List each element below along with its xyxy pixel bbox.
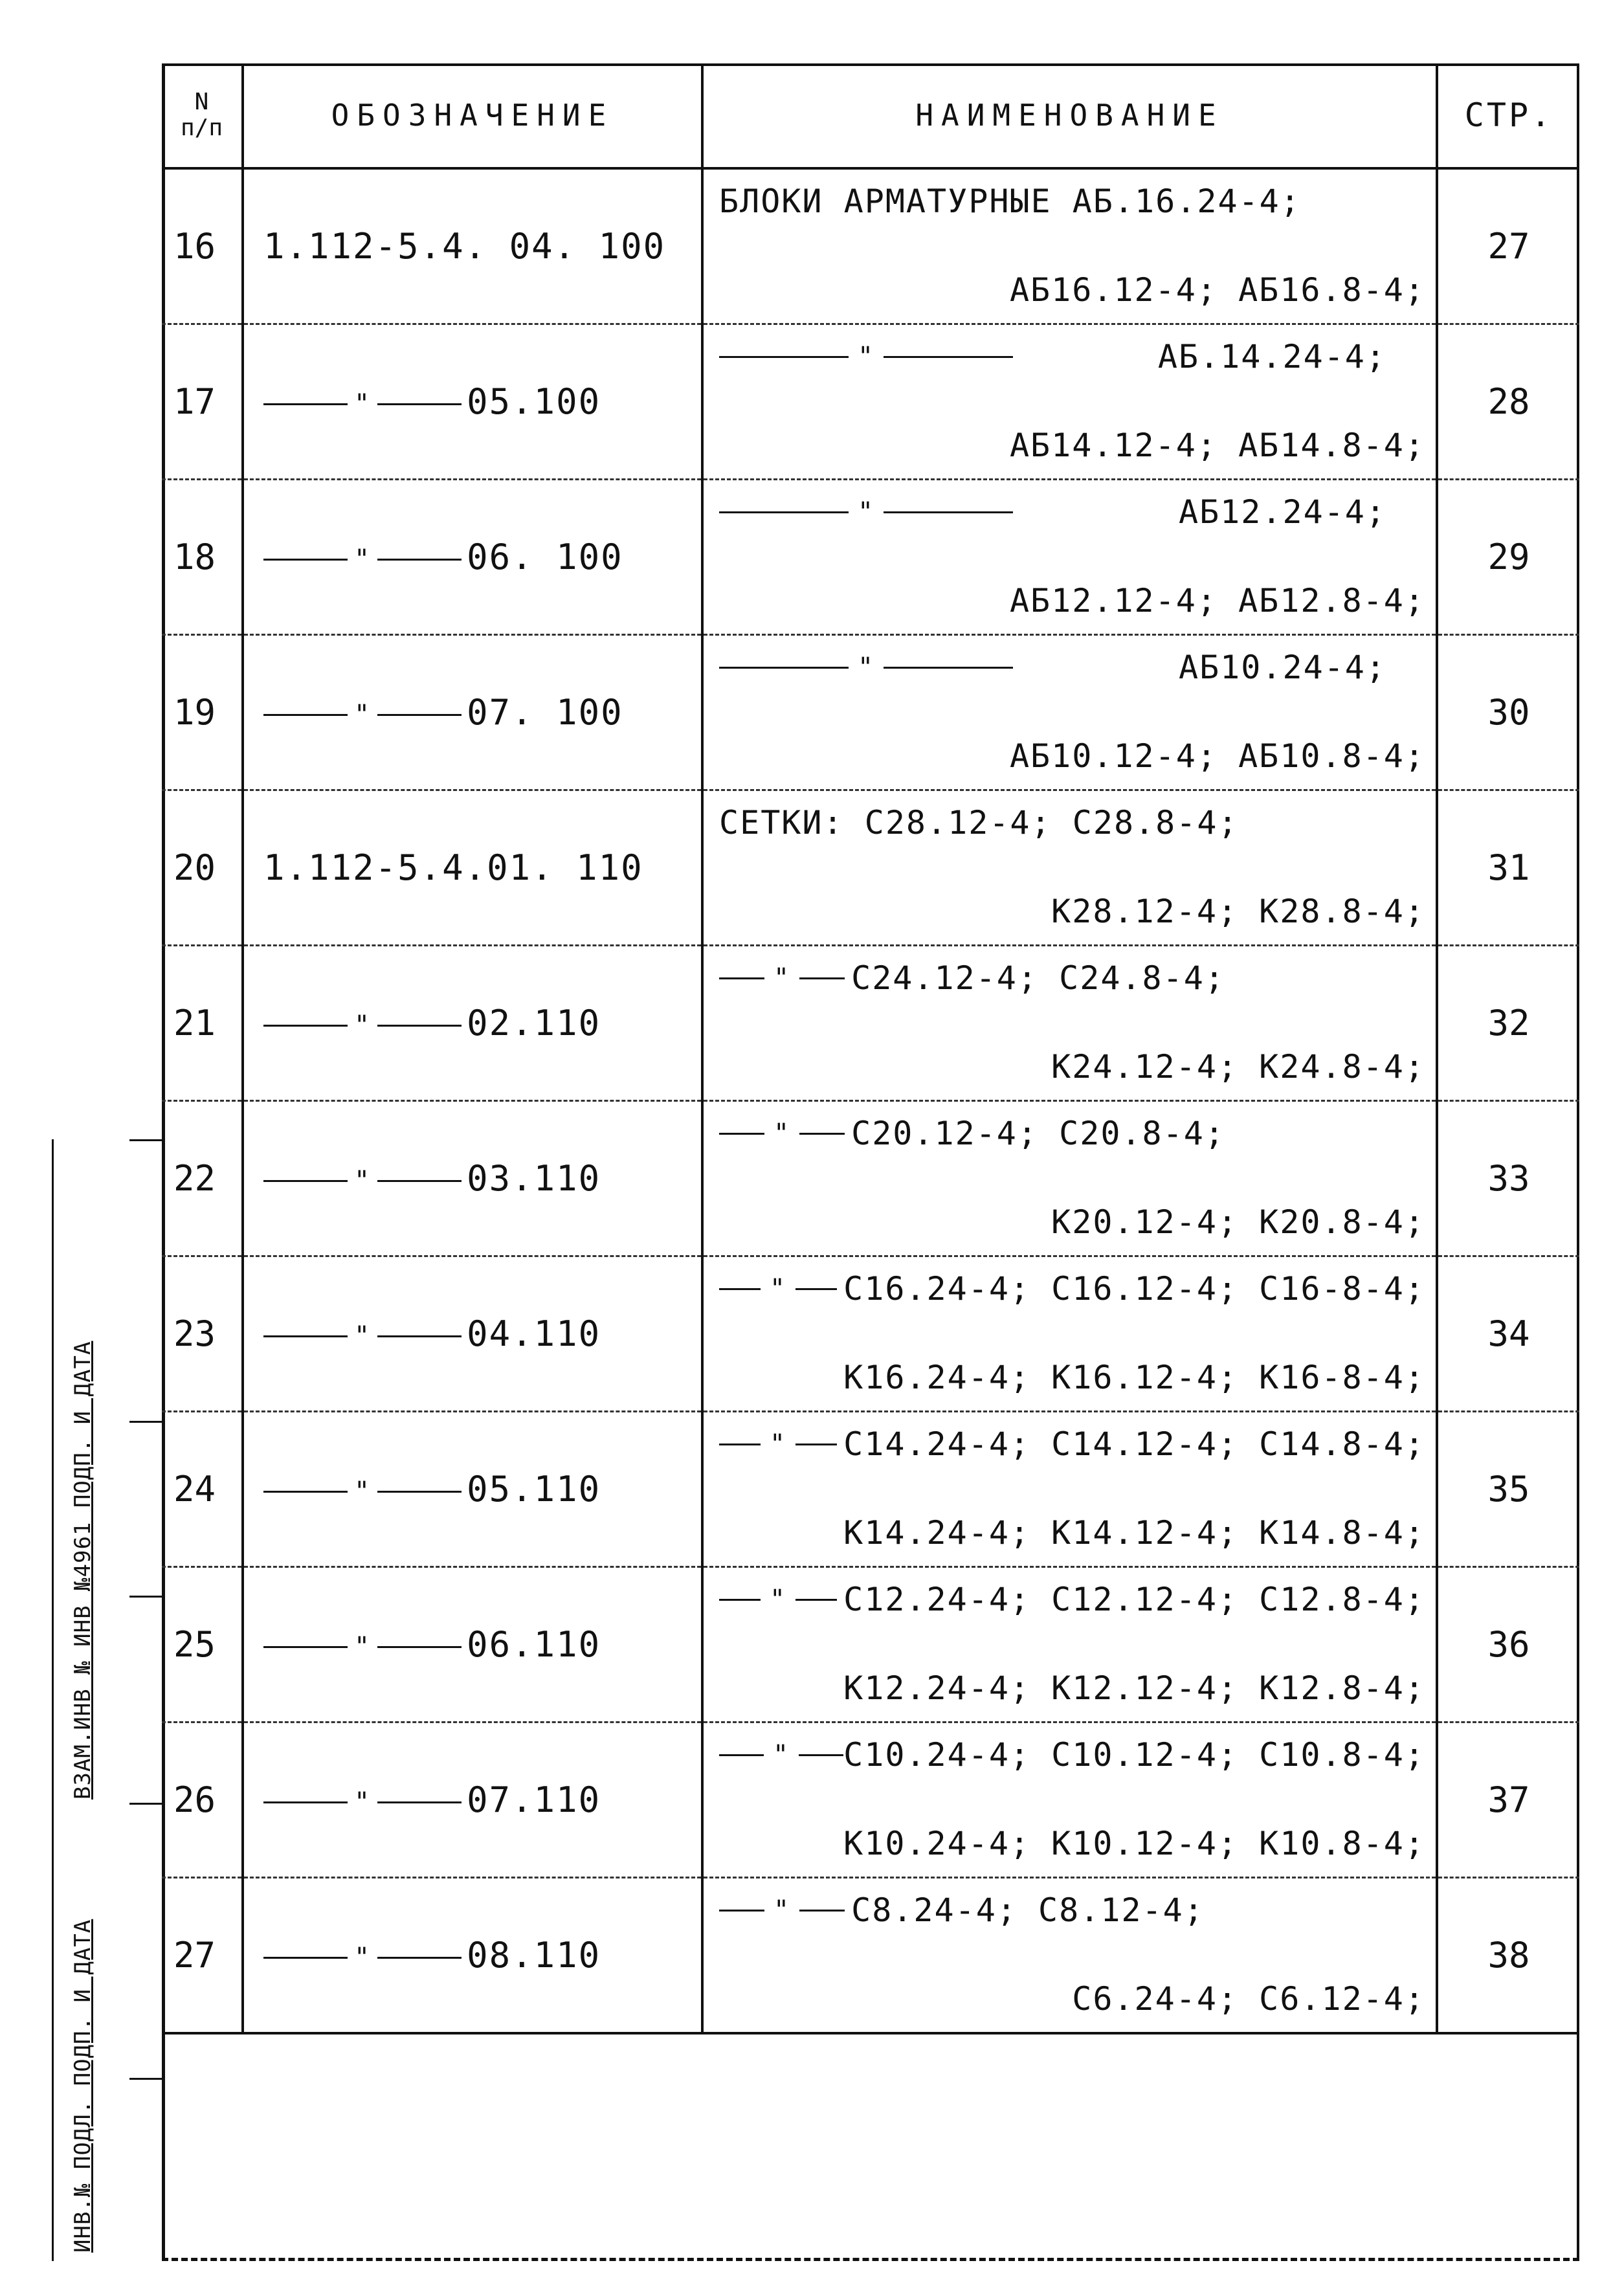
ditto-dash (263, 1646, 348, 1648)
designation-tail: 03.110 (467, 1158, 601, 1199)
table-row (162, 480, 1579, 635)
designation-tail: 05.110 (467, 1469, 601, 1510)
row-name (702, 1567, 1437, 1722)
ditto-mark: " (773, 1895, 791, 1925)
row-designation (243, 790, 702, 946)
stamp-label-upper: ВЗАМ.ИНВ № ИНВ №4961 ПОДП. И ДАТА (70, 1341, 96, 1800)
row-number: 20 (162, 790, 243, 946)
name-line-2: АБ10.12-4; АБ10.8-4; (1009, 737, 1425, 775)
row-designation (243, 1722, 702, 1878)
name-line-1 (719, 649, 1425, 686)
name-text: С16.24-4; С16.12-4; С16-8-4; (843, 1270, 1425, 1308)
ditto-mark: " (773, 963, 791, 993)
name-text: СЕТКИ: С28.12-4; С28.8-4; (719, 804, 1239, 842)
table-row (162, 1101, 1579, 1256)
name-line-2: К28.12-4; К28.8-4; (1051, 893, 1425, 930)
name-line-2: К14.24-4; К14.12-4; К14.8-4; (843, 1514, 1425, 1552)
name-line-1 (719, 1115, 1425, 1152)
name-line-1 (719, 1425, 1425, 1463)
row-number: 21 (162, 946, 243, 1101)
ditto-dash (884, 511, 1013, 513)
ditto-dash (719, 511, 849, 513)
name-text: С12.24-4; С12.12-4; С12.8-4; (843, 1581, 1425, 1618)
ditto-dash (263, 1491, 348, 1493)
ditto-dash (377, 1180, 462, 1182)
table-row (162, 1256, 1579, 1412)
ditto-dash (377, 1646, 462, 1648)
ditto-dash (719, 1910, 764, 1912)
ditto-dash (884, 667, 1013, 669)
table-row (162, 324, 1579, 480)
row-name (702, 324, 1437, 480)
ditto-dash (377, 1491, 462, 1493)
ditto-mark: " (858, 497, 875, 527)
ditto-dash (799, 1754, 843, 1756)
ditto-mark: " (354, 1632, 372, 1662)
name-text: С8.24-4; С8.12-4; (851, 1891, 1205, 1929)
name-text: АБ12.24-4; (1178, 493, 1386, 531)
table-row (162, 1567, 1579, 1722)
row-designation (243, 1101, 702, 1256)
ditto-mark: " (770, 1274, 787, 1304)
ditto-dash (795, 1288, 837, 1290)
specification-table (162, 63, 1579, 2034)
ditto-dash (377, 559, 462, 561)
name-line-2: АБ14.12-4; АБ14.8-4; (1009, 427, 1425, 464)
ditto-dash (719, 977, 764, 979)
designation-tail: 02.110 (467, 1003, 601, 1043)
row-page: 38 (1437, 1878, 1579, 2034)
ditto-dash (719, 1443, 761, 1445)
name-line-2: АБ12.12-4; АБ12.8-4; (1009, 582, 1425, 619)
ditto-dash (263, 1957, 348, 1959)
ditto-dash (377, 1957, 462, 1959)
name-line-1 (719, 183, 1425, 220)
ditto-dash (263, 1025, 348, 1027)
name-text: АБ10.24-4; (1178, 649, 1386, 686)
ditto-dash (377, 1801, 462, 1803)
ditto-dash (263, 403, 348, 405)
name-line-2: К24.12-4; К24.8-4; (1051, 1048, 1425, 1086)
designation-tail: 08.110 (467, 1935, 601, 1976)
designation-text: 1.112-5.4.01. 110 (263, 847, 643, 888)
designation-text: 1.112-5.4. 04. 100 (263, 226, 666, 267)
row-number: 25 (162, 1567, 243, 1722)
header-page: СТР. (1437, 63, 1579, 168)
name-text: АБ.14.24-4; (1157, 338, 1386, 375)
ditto-mark: " (354, 1321, 372, 1352)
ditto-dash (263, 559, 348, 561)
name-line-1 (719, 1736, 1425, 1774)
ditto-mark: " (354, 700, 372, 730)
ditto-mark: " (770, 1429, 787, 1459)
ditto-mark: " (773, 1119, 791, 1148)
row-page: 27 (1437, 168, 1579, 324)
table-row (162, 635, 1579, 790)
table-row (162, 1722, 1579, 1878)
ditto-mark: " (858, 652, 875, 682)
ditto-dash (719, 1133, 764, 1135)
name-text: С24.12-4; С24.8-4; (851, 959, 1225, 997)
row-name (702, 790, 1437, 946)
table-row (162, 1412, 1579, 1567)
row-page: 37 (1437, 1722, 1579, 1878)
ditto-mark: " (354, 1943, 372, 1973)
ditto-dash (795, 1443, 837, 1445)
ditto-mark: " (354, 1166, 372, 1196)
row-name (702, 1101, 1437, 1256)
ditto-mark: " (354, 1477, 372, 1507)
name-line-1 (719, 493, 1425, 531)
designation-tail: 06. 100 (467, 537, 623, 577)
ditto-mark: " (773, 1740, 790, 1770)
row-page: 33 (1437, 1101, 1579, 1256)
stamp-tick (129, 1139, 162, 1141)
row-name (702, 1412, 1437, 1567)
row-name (702, 480, 1437, 635)
ditto-dash (377, 1025, 462, 1027)
row-page: 36 (1437, 1567, 1579, 1722)
ditto-mark: " (770, 1585, 787, 1614)
row-name (702, 635, 1437, 790)
ditto-dash (377, 403, 462, 405)
table-row (162, 790, 1579, 946)
stamp-tick (129, 2078, 162, 2080)
ditto-mark: " (354, 389, 372, 419)
ditto-dash (719, 1288, 761, 1290)
name-line-2: К10.24-4; К10.12-4; К10.8-4; (843, 1825, 1425, 1862)
table-header-row (162, 63, 1579, 168)
row-designation (243, 635, 702, 790)
name-line-1 (719, 1581, 1425, 1618)
name-line-2: К20.12-4; К20.8-4; (1051, 1203, 1425, 1241)
ditto-dash (719, 1754, 764, 1756)
name-line-2: С6.24-4; С6.12-4; (1072, 1980, 1425, 2018)
ditto-dash (263, 1180, 348, 1182)
row-page: 35 (1437, 1412, 1579, 1567)
row-page: 29 (1437, 480, 1579, 635)
designation-tail: 04.110 (467, 1313, 601, 1354)
ditto-dash (263, 1801, 348, 1803)
table-row (162, 946, 1579, 1101)
row-number: 19 (162, 635, 243, 790)
row-number: 18 (162, 480, 243, 635)
header-number: N п/п (162, 63, 243, 168)
table-row (162, 1878, 1579, 2034)
row-name (702, 1722, 1437, 1878)
name-text: С10.24-4; С10.12-4; С10.8-4; (843, 1736, 1425, 1774)
header-name: НАИМЕНОВАНИЕ (702, 63, 1437, 168)
designation-tail: 05.100 (467, 381, 601, 422)
row-page: 34 (1437, 1256, 1579, 1412)
ditto-dash (799, 1133, 845, 1135)
row-name (702, 168, 1437, 324)
ditto-dash (799, 977, 845, 979)
name-line-2: АБ16.12-4; АБ16.8-4; (1009, 271, 1425, 309)
row-designation (243, 168, 702, 324)
row-number: 26 (162, 1722, 243, 1878)
row-page: 28 (1437, 324, 1579, 480)
table-row (162, 168, 1579, 324)
ditto-mark: " (354, 1787, 372, 1818)
stamp-tick (129, 1421, 162, 1423)
name-line-1 (719, 804, 1425, 842)
row-page: 31 (1437, 790, 1579, 946)
ditto-dash (795, 1599, 837, 1601)
row-number: 22 (162, 1101, 243, 1256)
header-code: ОБОЗНАЧЕНИЕ (243, 63, 702, 168)
name-line-1 (719, 959, 1425, 997)
name-line-2: К12.24-4; К12.12-4; К12.8-4; (843, 1669, 1425, 1707)
designation-tail: 07.110 (467, 1779, 601, 1820)
row-designation (243, 1878, 702, 2034)
name-line-1 (719, 1891, 1425, 1929)
stamp-tick (129, 1596, 162, 1598)
ditto-dash (719, 1599, 761, 1601)
name-text: БЛОКИ АРМАТУРНЫЕ АБ.16.24-4; (719, 183, 1301, 220)
stamp-vertical-line (52, 1139, 54, 2261)
row-designation (243, 1256, 702, 1412)
row-designation (243, 946, 702, 1101)
name-line-1 (719, 1270, 1425, 1308)
row-number: 16 (162, 168, 243, 324)
ditto-dash (719, 667, 849, 669)
row-page: 32 (1437, 946, 1579, 1101)
ditto-dash (263, 1335, 348, 1337)
ditto-mark: " (858, 342, 875, 372)
row-number: 23 (162, 1256, 243, 1412)
row-designation (243, 1412, 702, 1567)
ditto-mark: " (354, 544, 372, 575)
row-name (702, 1878, 1437, 2034)
stamp-label-lower: ИНВ.№ ПОДЛ. ПОДП. И ДАТА (70, 1919, 96, 2253)
ditto-dash (719, 356, 849, 358)
name-text: С20.12-4; С20.8-4; (851, 1115, 1225, 1152)
name-line-2: К16.24-4; К16.12-4; К16-8-4; (843, 1359, 1425, 1396)
stamp-tick (129, 1803, 162, 1805)
ditto-dash (377, 1335, 462, 1337)
row-number: 27 (162, 1878, 243, 2034)
row-name (702, 946, 1437, 1101)
ditto-dash (263, 714, 348, 716)
ditto-dash (377, 714, 462, 716)
designation-tail: 07. 100 (467, 692, 623, 733)
ditto-dash (884, 356, 1013, 358)
row-designation (243, 1567, 702, 1722)
row-designation (243, 480, 702, 635)
designation-tail: 06.110 (467, 1624, 601, 1665)
name-line-1 (719, 338, 1425, 375)
row-page: 30 (1437, 635, 1579, 790)
row-number: 17 (162, 324, 243, 480)
row-name (702, 1256, 1437, 1412)
ditto-mark: " (354, 1010, 372, 1041)
row-number: 24 (162, 1412, 243, 1567)
row-designation (243, 324, 702, 480)
ditto-dash (799, 1910, 845, 1912)
name-text: С14.24-4; С14.12-4; С14.8-4; (843, 1425, 1425, 1463)
